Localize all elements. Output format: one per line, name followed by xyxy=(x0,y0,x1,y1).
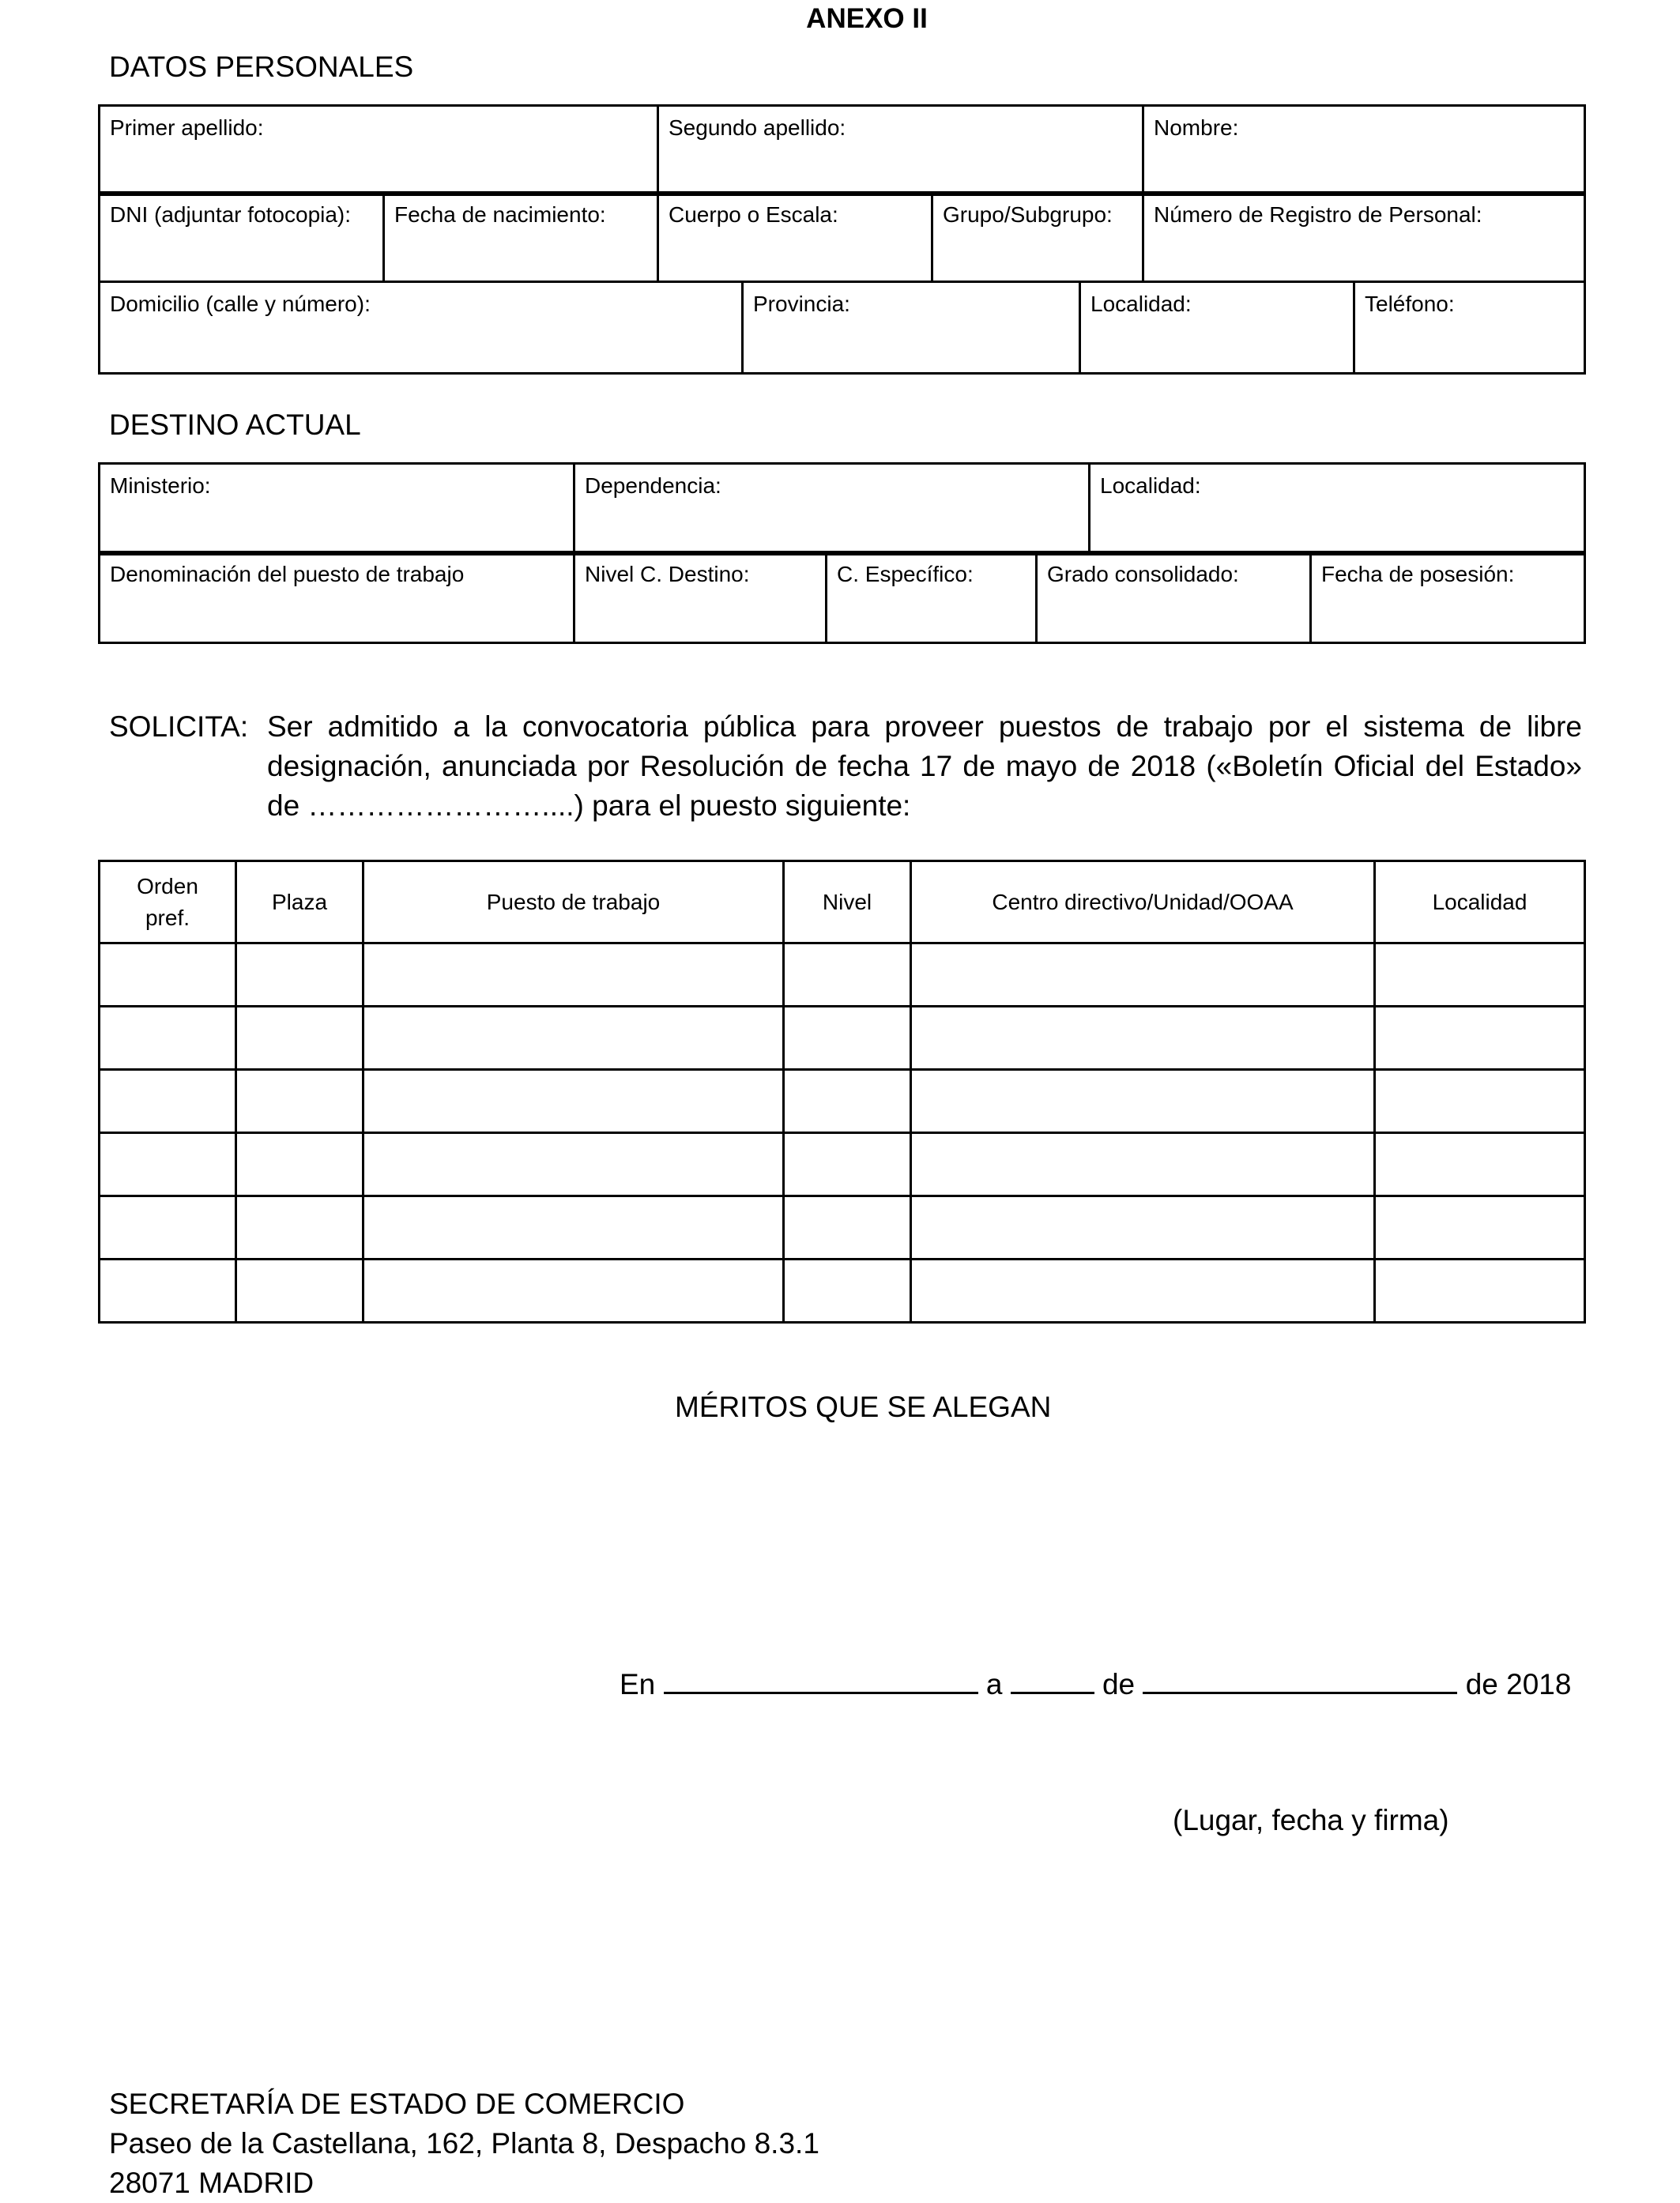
personal-data-table xyxy=(98,104,1586,196)
table-cell[interactable] xyxy=(100,1196,236,1260)
header-centro-directivo: Centro directivo/Unidad/OOAA xyxy=(911,861,1375,943)
sig-place-blank[interactable] xyxy=(664,1663,978,1694)
header-orden-line1: Orden xyxy=(137,873,198,898)
table-cell[interactable] xyxy=(100,1070,236,1133)
table-cell[interactable] xyxy=(1375,1133,1585,1196)
table-cell[interactable] xyxy=(911,943,1375,1007)
solicita-text xyxy=(267,707,1582,826)
table-cell[interactable] xyxy=(236,943,363,1007)
header-orden-line2: pref. xyxy=(145,905,190,930)
field-denominacion[interactable] xyxy=(100,552,574,643)
signature-caption: (Lugar, fecha y firma) xyxy=(1173,1804,1449,1836)
label-nrp: Número de Registro de Personal: xyxy=(1154,202,1482,227)
label-provincia: Provincia: xyxy=(753,292,850,316)
table-cell[interactable] xyxy=(363,943,784,1007)
table-cell[interactable] xyxy=(784,1260,911,1323)
table-cell[interactable] xyxy=(363,1196,784,1260)
personal-data-table-row2 xyxy=(98,191,1586,283)
field-destino-localidad[interactable] xyxy=(1090,464,1585,555)
signature-line xyxy=(620,1663,1571,1701)
label-primer-apellido: Primer apellido: xyxy=(110,115,264,140)
table-cell[interactable] xyxy=(236,1196,363,1260)
label-grupo-subgrupo: Grupo/Subgrupo: xyxy=(943,202,1113,227)
field-nivel-destino[interactable] xyxy=(574,552,827,643)
table-row xyxy=(100,1133,1585,1196)
table-cell[interactable] xyxy=(1375,1070,1585,1133)
field-nombre[interactable] xyxy=(1143,106,1585,195)
label-dependencia: Dependencia: xyxy=(585,473,721,498)
field-grupo-subgrupo[interactable] xyxy=(932,193,1143,282)
meritos-heading: MÉRITOS QUE SE ALEGAN xyxy=(675,1391,1052,1423)
label-telefono: Teléfono: xyxy=(1365,292,1455,316)
field-segundo-apellido[interactable] xyxy=(658,106,1143,195)
solicita-line-1: Ser admitido a la convocatoria pública para proveer puestos de trabajo por el sistema de libre xyxy=(267,710,1582,743)
annex-title: ANEXO II xyxy=(806,3,928,34)
footer-line-3: 28071 MADRID xyxy=(109,2167,315,2199)
field-cuerpo-escala[interactable] xyxy=(658,193,932,282)
personal-data-table-row3 xyxy=(98,281,1586,375)
table-cell[interactable] xyxy=(1375,1260,1585,1323)
table-cell[interactable] xyxy=(784,1133,911,1196)
field-dni[interactable] xyxy=(100,193,384,282)
table-cell[interactable] xyxy=(784,1007,911,1070)
destino-table-row2 xyxy=(98,551,1586,644)
field-primer-apellido[interactable] xyxy=(100,106,658,195)
table-cell[interactable] xyxy=(1375,943,1585,1007)
header-localidad: Localidad xyxy=(1375,861,1585,943)
label-nivel-destino: Nivel C. Destino: xyxy=(585,562,750,586)
table-cell[interactable] xyxy=(236,1133,363,1196)
footer-line-1: SECRETARÍA DE ESTADO DE COMERCIO xyxy=(109,2088,685,2120)
table-cell[interactable] xyxy=(363,1070,784,1133)
plazas-table xyxy=(98,860,1586,1324)
sig-de: de xyxy=(1102,1668,1136,1700)
field-dependencia[interactable] xyxy=(574,464,1090,555)
field-nrp[interactable] xyxy=(1143,193,1585,282)
footer-address xyxy=(109,2084,819,2203)
plazas-header-row xyxy=(100,861,1585,943)
section-heading-destino: DESTINO ACTUAL xyxy=(109,409,361,441)
table-cell[interactable] xyxy=(236,1260,363,1323)
table-cell[interactable] xyxy=(1375,1007,1585,1070)
table-cell[interactable] xyxy=(100,1260,236,1323)
label-fecha-nacimiento: Fecha de nacimiento: xyxy=(394,202,606,227)
field-grado-consolidado[interactable] xyxy=(1037,552,1311,643)
header-plaza: Plaza xyxy=(236,861,363,943)
sig-a: a xyxy=(985,1668,1003,1700)
section-heading-personal: DATOS PERSONALES xyxy=(109,51,414,83)
table-cell[interactable] xyxy=(911,1260,1375,1323)
table-cell[interactable] xyxy=(784,1196,911,1260)
field-localidad[interactable] xyxy=(1080,282,1354,374)
sig-month-blank[interactable] xyxy=(1143,1663,1457,1694)
header-puesto-trabajo: Puesto de trabajo xyxy=(363,861,784,943)
table-row xyxy=(100,943,1585,1007)
destino-table xyxy=(98,462,1586,555)
label-segundo-apellido: Segundo apellido: xyxy=(669,115,846,140)
table-row xyxy=(100,1260,1585,1323)
table-cell[interactable] xyxy=(911,1196,1375,1260)
field-fecha-nacimiento[interactable] xyxy=(384,193,658,282)
field-c-especifico[interactable] xyxy=(827,552,1037,643)
label-cuerpo-escala: Cuerpo o Escala: xyxy=(669,202,838,227)
sig-year: de 2018 xyxy=(1465,1668,1572,1700)
label-dni: DNI (adjuntar fotocopia): xyxy=(110,202,352,227)
field-fecha-posesion[interactable] xyxy=(1311,552,1585,643)
solicita-label: SOLICITA: xyxy=(109,710,249,743)
footer-line-2: Paseo de la Castellana, 162, Planta 8, Despacho 8.3.1 xyxy=(109,2127,819,2160)
table-row xyxy=(100,1196,1585,1260)
label-grado-consolidado: Grado consolidado: xyxy=(1047,562,1239,586)
label-localidad: Localidad: xyxy=(1090,292,1192,316)
table-cell[interactable] xyxy=(1375,1196,1585,1260)
label-c-especifico: C. Específico: xyxy=(837,562,974,586)
solicita-line-2: designación, anunciada por Resolución de fecha 17 de mayo de 2018 («Boletín Oficial del Estado» xyxy=(267,750,1582,782)
table-cell[interactable] xyxy=(363,1260,784,1323)
table-cell[interactable] xyxy=(363,1133,784,1196)
table-cell[interactable] xyxy=(784,943,911,1007)
sig-en: En xyxy=(620,1668,656,1700)
label-destino-localidad: Localidad: xyxy=(1100,473,1201,498)
header-orden-pref xyxy=(100,861,236,943)
table-cell[interactable] xyxy=(236,1070,363,1133)
table-row xyxy=(100,1007,1585,1070)
table-row xyxy=(100,1070,1585,1133)
table-cell[interactable] xyxy=(911,1007,1375,1070)
table-cell[interactable] xyxy=(363,1007,784,1070)
field-domicilio[interactable] xyxy=(100,282,743,374)
label-ministerio: Ministerio: xyxy=(110,473,211,498)
header-nivel: Nivel xyxy=(784,861,911,943)
table-cell[interactable] xyxy=(100,1007,236,1070)
table-cell[interactable] xyxy=(911,1070,1375,1133)
solicita-line-3: de ……………………....) para el puesto siguiente: xyxy=(267,789,911,822)
label-fecha-posesion: Fecha de posesión: xyxy=(1321,562,1515,586)
table-cell[interactable] xyxy=(236,1007,363,1070)
label-domicilio: Domicilio (calle y número): xyxy=(110,292,371,316)
table-cell[interactable] xyxy=(100,1133,236,1196)
field-provincia[interactable] xyxy=(743,282,1080,374)
table-cell[interactable] xyxy=(911,1133,1375,1196)
field-telefono[interactable] xyxy=(1354,282,1585,374)
label-denominacion: Denominación del puesto de trabajo xyxy=(110,562,465,586)
label-nombre: Nombre: xyxy=(1154,115,1239,140)
table-cell[interactable] xyxy=(784,1070,911,1133)
field-ministerio[interactable] xyxy=(100,464,574,555)
table-cell[interactable] xyxy=(100,943,236,1007)
sig-day-blank[interactable] xyxy=(1011,1663,1094,1694)
